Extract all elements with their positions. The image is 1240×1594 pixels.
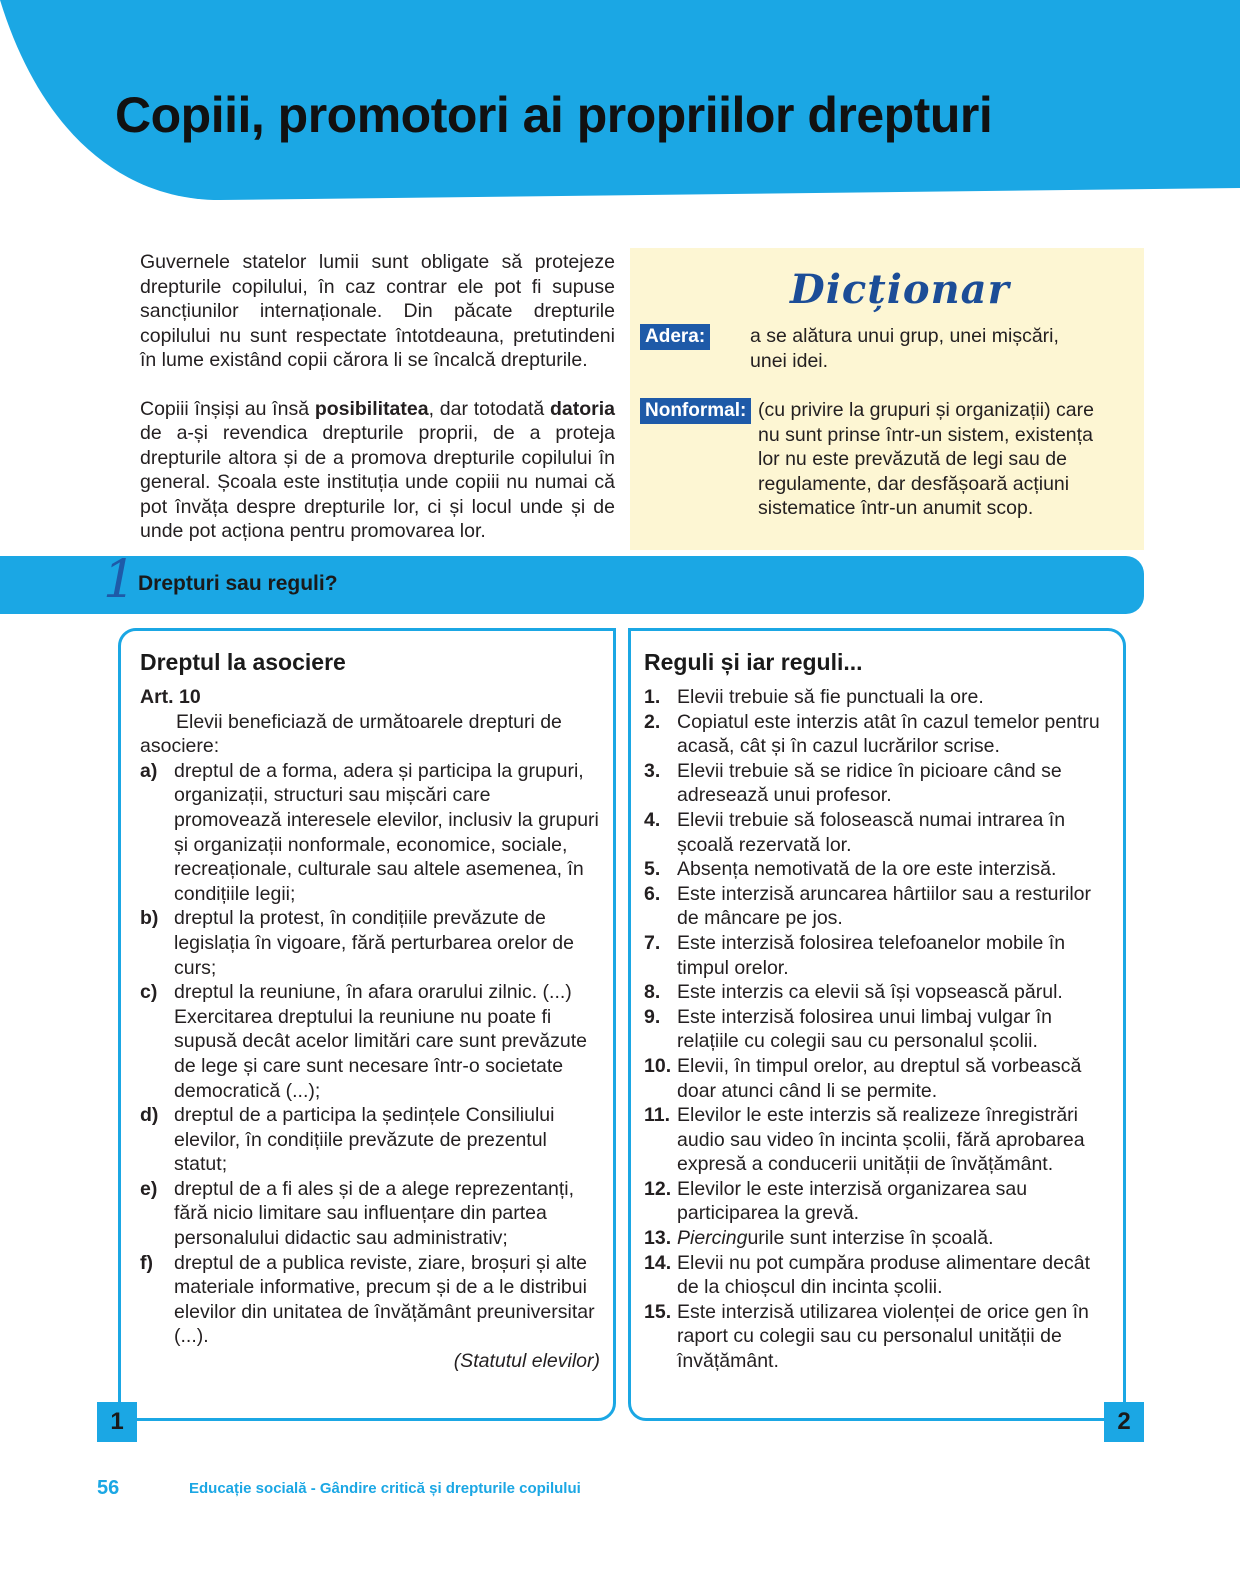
dictionary-box	[630, 248, 1144, 550]
list-item: f) dreptul de a publica reviste, ziare, broșuri și alte materiale informative, precum și de a le distribui elevilor din unitatea de învățământ preuniversitar (...).	[140, 1251, 595, 1348]
panel-number-1: 1	[97, 1402, 137, 1442]
footer-text: Educație socială - Gândire critică și drepturile copilului	[189, 1480, 581, 1497]
article-number: Art. 10	[140, 686, 201, 708]
rule-item: 8. Este interzis ca elevii să își vopsească părul.	[644, 981, 1063, 1004]
left-panel	[118, 628, 616, 1421]
list-item: c) dreptul la reuniune, în afara orarului zilnic. (...) Exercitarea dreptului la reuniune nu poate fi supusă decât acelor limitări care sunt prevăzute de lege și care sunt necesare într-o societate democratică (...);	[140, 981, 587, 1102]
rule-item: 10. Elevii, în timpul orelor, au dreptul să vorbească doar atunci când li se permite.	[644, 1054, 1082, 1102]
rule-item: 14. Elevii nu pot cumpăra produse alimentare decât de la chioșcul din incinta școlii.	[644, 1251, 1090, 1299]
left-panel-heading: Dreptul la asociere	[140, 649, 346, 675]
right-panel-heading: Reguli și iar reguli...	[644, 649, 863, 675]
list-item: e) dreptul de a fi ales și de a alege reprezentanți, fără nicio limitare sau influențare din partea personalului didactic sau administrativ;	[140, 1177, 575, 1250]
rule-item: 7. Este interzisă folosirea telefoanelor mobile în timpul orelor.	[644, 931, 1066, 979]
list-item: d) dreptul de a participa la ședințele Consiliului elevilor, în condițiile prevăzute de prezentul statut;	[140, 1104, 555, 1176]
right-panel	[628, 628, 1126, 1421]
rule-item: 13. Piercingurile sunt interzise în școală.	[644, 1227, 994, 1250]
page-title: Copiii, promotori ai propriilor drepturi	[115, 87, 993, 143]
rule-item: 1. Elevii trebuie să fie punctuali la ore.	[644, 686, 984, 708]
italic-term: Piercing	[677, 1227, 748, 1250]
emphasis-posibilitatea: posibilitatea	[314, 397, 429, 420]
dictionary-definition-nonformal: (cu privire la grupuri și organizații) care nu sunt prinse într-un sistem, existența lor nu este prevăzută de legi sau de regulamente, dar desfășoară acțiuni sistematice într-un anumit scop.	[758, 399, 1094, 519]
section-title: Drepturi sau reguli?	[138, 572, 338, 595]
list-item: a) dreptul de a forma, adera și participa la grupuri, organizații, structuri sau mișcări care promovează interesele elevilor, inclusiv la grupuri și organizații nonformale, economice, sociale, recreaționale, culturale sau altele asemenea, în condițiile legii;	[140, 759, 599, 905]
dictionary-title: Dicționar	[790, 266, 1010, 313]
source-citation: (Statutul elevilor)	[453, 1350, 600, 1373]
rule-item: 5. Absența nemotivată de la ore este interzisă.	[644, 858, 1057, 881]
dictionary-term-nonformal: Nonformal:	[640, 398, 751, 424]
panel-number-2: 2	[1104, 1402, 1144, 1442]
section-bar	[0, 550, 1144, 614]
section-number: 1	[103, 550, 137, 610]
list-item: b) dreptul la protest, în condițiile prevăzute de legislația în vigoare, fără perturbarea orelor de curs;	[140, 907, 574, 979]
dictionary-term-adera: Adera:	[640, 324, 710, 350]
rule-item: 15. Este interzisă utilizarea violenței de orice gen în raport cu colegii sau cu personalul unității de învățământ.	[644, 1300, 1089, 1373]
rule-item: 4. Elevii trebuie să folosească numai intrarea în școală rezervată lor.	[644, 808, 1066, 856]
dictionary-definition-adera: a se alătura unui grup, unei mișcări, unei idei.	[750, 325, 1059, 372]
intro-paragraph-1: Guvernele statelor lumii sunt obligate să protejeze drepturile copilului, în caz contrar ele pot fi supuse sancțiunilor internaționale. Din păcate drepturile copilului nu sunt respectate întotdeauna, pretutindeni în lume existând copii cărora li se încalcă drepturile.	[140, 251, 615, 371]
emphasis-datoria: datoria	[549, 397, 615, 420]
rule-item: 12. Elevilor le este interzisă organizarea sau participarea la grevă.	[644, 1177, 1028, 1225]
rule-item: 3. Elevii trebuie să se ridice în picioare când se adresează unui profesor.	[644, 759, 1062, 807]
rules-list	[644, 685, 1114, 1374]
rule-item: 9. Este interzisă folosirea unui limbaj vulgar în relațiile cu colegii sau cu personalul școlii.	[644, 1005, 1053, 1053]
rule-item: 11. Elevilor le este interzis să realizeze înregistrări audio sau video în incinta școlii, fără aprobarea expresă a conducerii unității de învățământ.	[644, 1104, 1085, 1176]
article-intro: Elevii beneficiază de următoarele drepturi de asociere:	[140, 710, 562, 758]
left-panel-content	[140, 685, 600, 1374]
intro-text	[140, 250, 615, 544]
intro-paragraph-2: Copiii înșiși au însă posibilitatea, dar totodată datoria de a-și revendica drepturile proprii, de a proteja drepturile altora și de a promova drepturile copilului în general. Școala este instituția unde copiii nu numai că pot învăța despre drepturile lor, ci și locul unde și de unde pot acționa pentru promovarea lor.	[140, 397, 615, 542]
rule-item: 2. Copiatul este interzis atât în cazul temelor pentru acasă, cât și în cazul lucrărilor scrise.	[644, 710, 1100, 758]
rule-item: 6. Este interzisă aruncarea hârtiilor sau a resturilor de mâncare pe jos.	[644, 882, 1092, 930]
page-number: 56	[97, 1477, 120, 1499]
